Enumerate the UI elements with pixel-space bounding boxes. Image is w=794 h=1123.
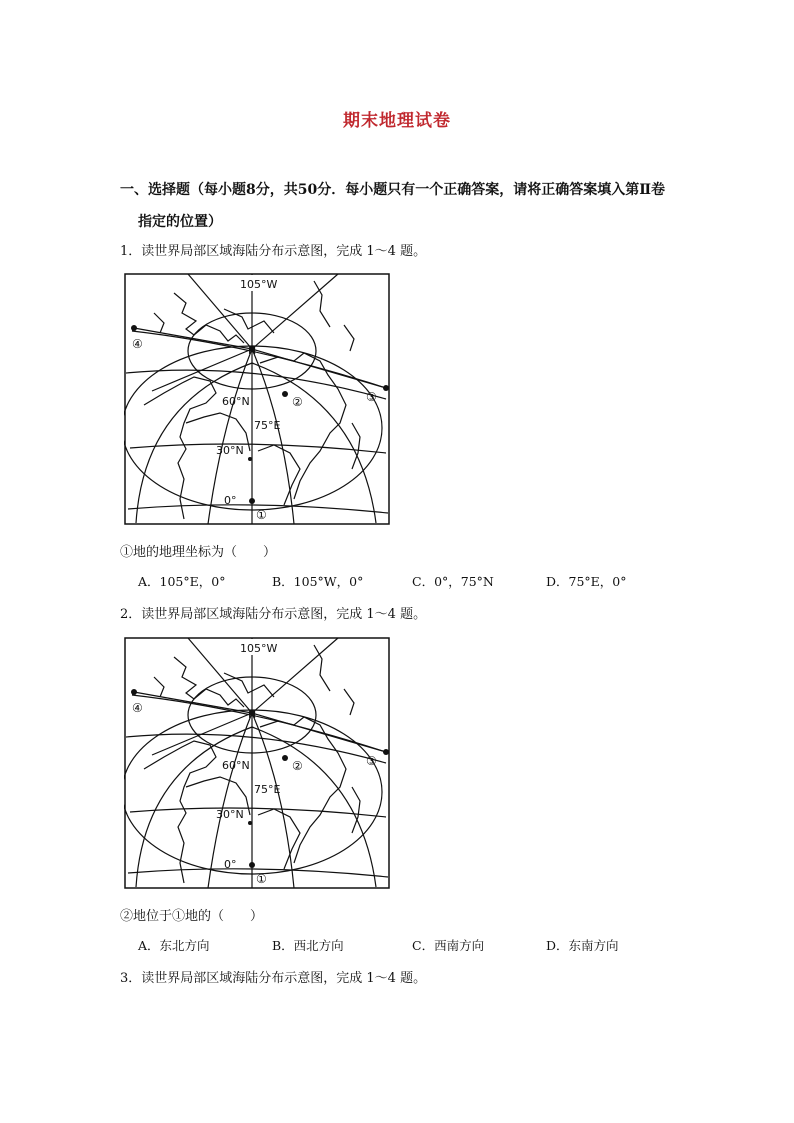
label-equator: 0° — [224, 494, 237, 507]
option-c: C．0°，75°N — [412, 574, 494, 589]
option-c: C．西南方向 — [412, 938, 485, 953]
option-a: A．105°E，0° — [138, 574, 226, 589]
label-60n: 60°N — [222, 759, 250, 772]
question-2-stem: ②地位于①地的（ ） — [120, 909, 264, 924]
section-heading-line2: 指定的位置） — [138, 214, 222, 230]
question-1-stem: ①地的地理坐标为（ ） — [120, 545, 277, 560]
mark-2: ② — [292, 759, 303, 773]
question-3-prompt: 3．读世界局部区域海陆分布示意图，完成 1～4 题。 — [120, 971, 427, 986]
option-b: B．105°W，0° — [272, 574, 364, 589]
label-equator: 0° — [224, 858, 237, 871]
world-map-figure-2 — [124, 637, 390, 889]
option-d: D．东南方向 — [546, 938, 619, 953]
mark-1: ① — [256, 872, 267, 886]
label-30n: 30°N — [216, 444, 244, 457]
label-75e: 75°E — [254, 783, 281, 796]
label-75e: 75°E — [254, 419, 281, 432]
label-105w: 105°W — [240, 278, 278, 291]
label-105w: 105°W — [240, 642, 278, 655]
world-map-figure-1 — [124, 273, 390, 525]
option-d: D．75°E，0° — [546, 574, 627, 589]
mark-3: ③ — [366, 390, 377, 404]
mark-2: ② — [292, 395, 303, 409]
label-north-pole: N — [248, 708, 257, 721]
option-b: B．西北方向 — [272, 938, 344, 953]
page-title: 期末地理试卷 — [343, 111, 451, 131]
section-heading-line1: 一、选择题（每小题8分，共50分．每小题只有一个正确答案，请将正确答案填入第Ⅱ卷 — [120, 182, 666, 198]
section-heading — [120, 174, 690, 238]
mark-4: ④ — [132, 701, 143, 715]
question-1-prompt: 1．读世界局部区域海陆分布示意图，完成 1～4 题。 — [120, 244, 427, 259]
mark-4: ④ — [132, 337, 143, 351]
mark-1: ① — [256, 508, 267, 522]
mark-3: ③ — [366, 754, 377, 768]
label-30n: 30°N — [216, 808, 244, 821]
option-a: A．东北方向 — [138, 938, 210, 953]
label-60n: 60°N — [222, 395, 250, 408]
label-north-pole: N — [248, 344, 257, 357]
question-2-prompt: 2．读世界局部区域海陆分布示意图，完成 1～4 题。 — [120, 607, 427, 622]
